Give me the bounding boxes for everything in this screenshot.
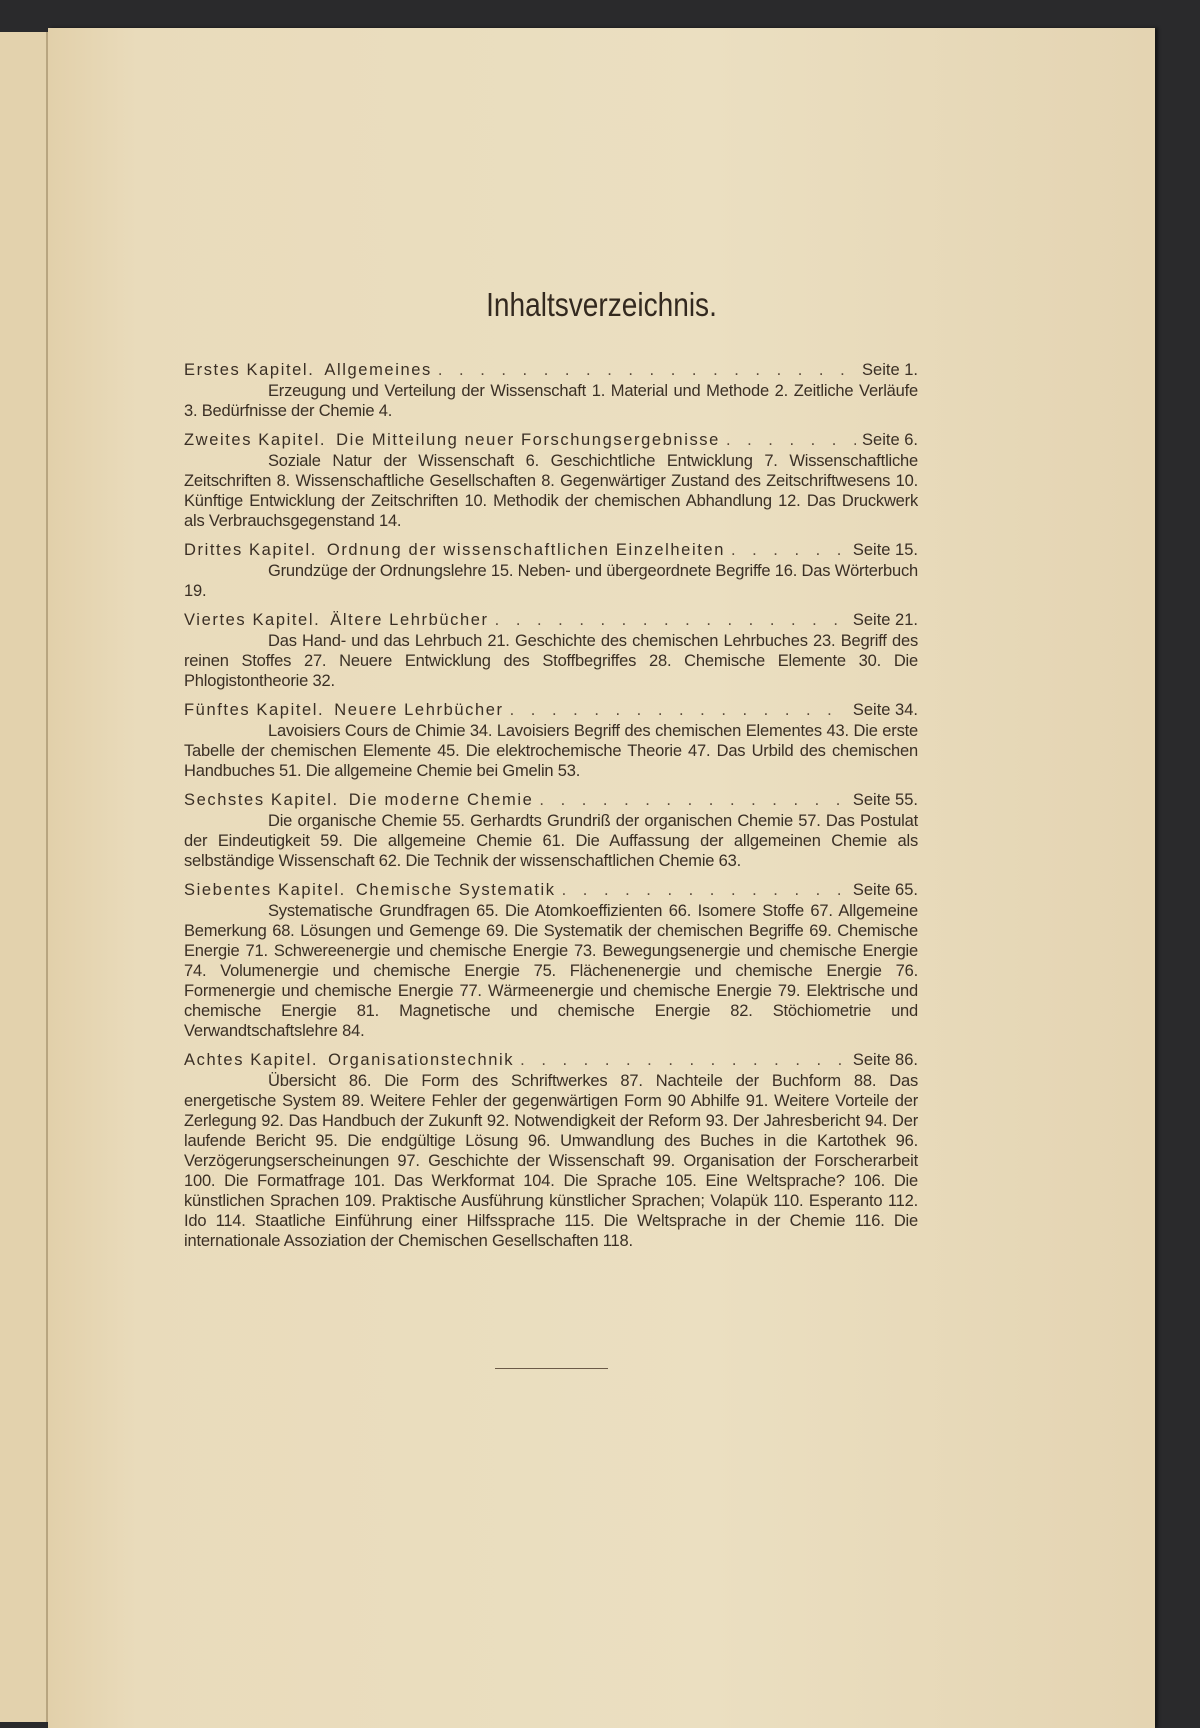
toc-chapter <box>184 540 918 601</box>
toc-chapter <box>184 610 918 691</box>
chapter-page: Seite 86. <box>852 1051 918 1069</box>
chapter-label: Drittes Kapitel. <box>184 541 317 559</box>
toc-chapter <box>184 700 918 781</box>
toc-chapter <box>184 880 918 1041</box>
chapter-page: Seite 65. <box>852 881 918 899</box>
chapter-title: Die moderne Chemie <box>348 791 534 809</box>
chapter-heading <box>184 360 918 381</box>
chapter-heading <box>184 880 918 901</box>
chapter-heading <box>184 540 918 561</box>
chapter-label: Achtes Kapitel. <box>184 1051 319 1069</box>
chapter-label: Fünftes Kapitel. <box>184 701 325 719</box>
toc-chapter <box>184 790 918 871</box>
chapter-label: Zweites Kapitel. <box>184 431 327 449</box>
toc-chapter <box>184 360 918 421</box>
chapter-heading <box>184 1050 918 1071</box>
chapter-contents: Erzeugung und Verteilung der Wissenschaft 1. Material und Methode 2. Zeitliche Verläufe 3. Bedürfnisse der Chemie 4. <box>184 382 918 420</box>
chapter-page: Seite 15. <box>852 541 918 559</box>
dot-leader <box>495 610 847 631</box>
dot-leader <box>510 700 847 721</box>
chapter-contents: Das Hand- und das Lehrbuch 21. Geschichte des chemischen Lehrbuches 23. Begriff des reinen Stoffes 27. Neuere Entwicklung des Stoffbegriffes 28. Chemische Elemente 30. Die Phlogistontheorie 32. <box>184 632 918 690</box>
dot-leader <box>731 540 847 561</box>
chapter-label: Erstes Kapitel. <box>184 361 315 379</box>
chapter-page: Seite 21. <box>852 611 918 629</box>
chapter-page: Seite 6. <box>862 431 918 449</box>
chapter-heading <box>184 430 918 451</box>
chapter-page: Seite 34. <box>852 701 918 719</box>
chapter-contents: Systematische Grundfragen 65. Die Atomkoeffizienten 66. Isomere Stoffe 67. Allgemeine Bemerkung 68. Lösungen und Gemenge 69. Die Systematik der chemischen Begriffe 69. Chemische Energie 71. Schwereenergie und chemische Energie 73. Bewegungsenergie und chemische Energie 74. Volumenergie und chemische Energie 75. Flächenenergie und chemische Energie 76. Formenergie und chemische Energie 77. Wärmeenergie und chemische Energie 79. Elektrische und chemische Energie 81. Magnetische und chemische Energie 82. Stöchiometrie und Verwandtschaftslehre 84. <box>184 902 918 1040</box>
dot-leader <box>726 430 856 451</box>
page-title: Inhaltsverzeichnis. <box>486 286 717 323</box>
chapter-title: Ordnung der wissenschaftlichen Einzelheiten <box>326 541 725 559</box>
book-page <box>48 28 1155 1728</box>
chapter-label: Sechstes Kapitel. <box>184 791 339 809</box>
end-rule <box>495 1368 608 1369</box>
table-of-contents <box>184 360 918 1260</box>
chapter-title: Allgemeines <box>324 361 432 379</box>
chapter-page: Seite 1. <box>862 361 918 379</box>
chapter-label: Viertes Kapitel. <box>184 611 321 629</box>
chapter-title: Die Mitteilung neuer Forschungsergebnisse <box>336 431 720 449</box>
dot-leader <box>562 880 847 901</box>
chapter-contents: Grundzüge der Ordnungslehre 15. Neben- und übergeordnete Begriffe 16. Das Wörterbuch 19. <box>184 562 918 600</box>
chapter-contents: Die organische Chemie 55. Gerhardts Grundriß der organischen Chemie 57. Das Postulat der Eindeutigkeit 59. Die allgemeine Chemie 61. Die Auffassung der allgemeinen Chemie als selbständige Wissenschaft 62. Die Technik der wissenschaftlichen Chemie 63. <box>184 812 918 870</box>
chapter-heading <box>184 790 918 811</box>
facing-page-edge <box>0 32 48 1722</box>
toc-chapter <box>184 1050 918 1251</box>
chapter-contents: Lavoisiers Cours de Chimie 34. Lavoisiers Begriff des chemischen Elementes 43. Die erste Tabelle der chemischen Elemente 45. Die elektrochemische Theorie 47. Das Urbild des chemischen Handbuches 51. Die allgemeine Chemie bei Gmelin 53. <box>184 722 918 780</box>
chapter-heading <box>184 610 918 631</box>
dot-leader <box>539 790 846 811</box>
chapter-label: Siebentes Kapitel. <box>184 881 346 899</box>
chapter-page: Seite 55. <box>852 791 918 809</box>
chapter-title: Neuere Lehrbücher <box>334 701 504 719</box>
chapter-title: Chemische Systematik <box>355 881 556 899</box>
chapter-heading <box>184 700 918 721</box>
toc-chapter <box>184 430 918 531</box>
chapter-title: Ältere Lehrbücher <box>330 611 489 629</box>
chapter-title: Organisationstechnik <box>328 1051 515 1069</box>
dot-leader <box>438 360 856 381</box>
chapter-contents: Übersicht 86. Die Form des Schriftwerkes 87. Nachteile der Buchform 88. Das energetische System 89. Weitere Fehler der gegenwärtigen Form 90 Abhilfe 91. Weitere Vorteile der Zerlegung 92. Das Handbuch der Zukunft 92. Notwendigkeit der Reform 93. Der Jahresbericht 94. Der laufende Bericht 95. Die endgültige Lösung 96. Umwandlung des Buches in die Kartothek 96. Verzögerungserscheinungen 97. Geschichte der Wissenschaft 99. Organisation der Forscherarbeit 100. Die Formatfrage 101. Das Werkformat 104. Die Sprache 105. Eine Weltsprache? 106. Die künstlichen Sprachen 109. Praktische Ausführung künstlicher Sprachen; Volapük 110. Esperanto 112. Ido 114. Staatliche Einführung einer Hilfssprache 115. Die Weltsprache in der Chemie 116. Die internationale Assoziation der Chemischen Gesellschaften 118. <box>184 1072 918 1250</box>
dot-leader <box>520 1050 847 1071</box>
chapter-contents: Soziale Natur der Wissenschaft 6. Geschichtliche Entwicklung 7. Wissenschaftliche Zeitschriften 8. Wissenschaftliche Gesellschaften 8. Gegenwärtiger Zustand des Zeitschriftwesens 10. Künftige Entwicklung der Zeitschriften 10. Methodik der chemischen Abhandlung 12. Das Druckwerk als Verbrauchsgegenstand 14. <box>184 452 918 530</box>
